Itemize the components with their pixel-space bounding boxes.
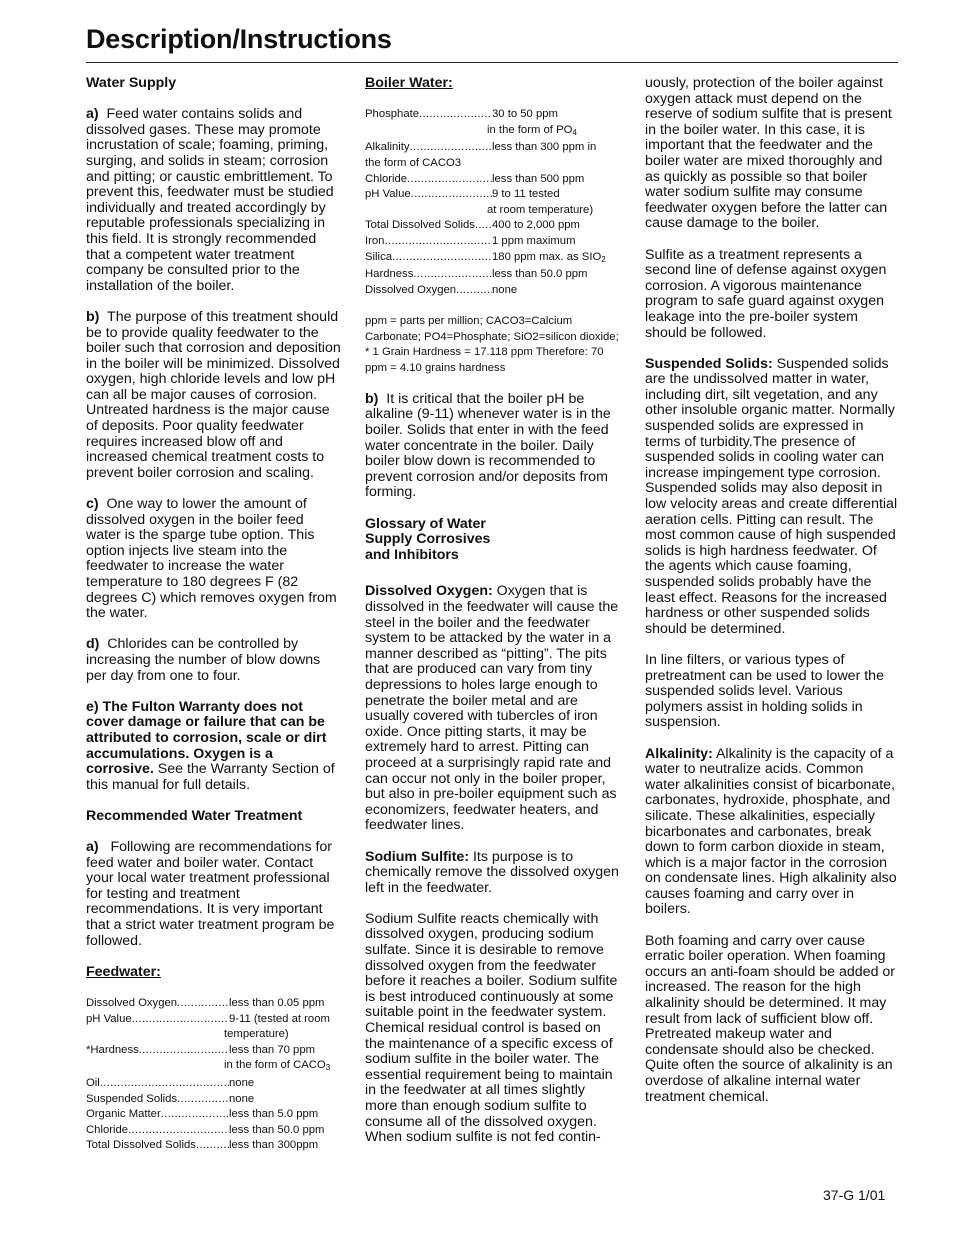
spec-continuation [365, 123, 620, 141]
spec-key: Organic Matter [86, 1108, 161, 1121]
spec-row [86, 996, 341, 1012]
paragraph-text: Alkalinity is the capacity of a water to neutralize acids. Common water alkalinities consist of bicarbonate, carbonates, hydroxide, phosphate, and silicate. These alkalinities, especially bicarbonates and carbonates, break down to form carbon dioxide in steam, which is a major factor in the corrosion on condensate lines. High alkalinity also causes foaming and carry over in boilers. [645, 745, 897, 918]
spec-value [492, 250, 620, 268]
spec-value: none [229, 1092, 255, 1105]
spec-key: Alkalinity [365, 141, 410, 154]
spec-value: 1 ppm maximum [492, 234, 576, 247]
spec-continuation: at room temperature) [487, 203, 594, 216]
spec-value: less than 300 ppm in [492, 141, 597, 154]
item-label: a) [86, 839, 99, 856]
paragraph-b [86, 310, 341, 482]
column-3 [645, 76, 900, 1121]
spec-key: Phosphate [365, 108, 420, 121]
spec-value: less than 50.0 ppm [492, 268, 588, 281]
spec-row [86, 1076, 341, 1092]
spec-row [86, 1043, 341, 1059]
sodium-sulfite-paragraph-2: Sodium Sulfite reacts chemically with dissolved oxygen, producing sodium sulfate. Since it is desirable to remove dissolved oxygen from the feedwater before it reaches a boiler. Sodium sulfite is best introduced continuously at some suitable point in the feedwater system. Chemical residual control is based on the maintenance of a specific excess of sodium sulfite in the boiler water. The essential requirement being to maintain in the feedwater at all times slightly more than enough sodium sulfite to consume all of the dissolved oxygen. When sodium sulfite is not fed contin- [365, 910, 618, 1146]
term-label: Suspended Solids: [645, 355, 773, 372]
spec-key: Total Dissolved Solids [86, 1139, 196, 1152]
spec-key: Hardness [365, 268, 414, 281]
spec-value: none [492, 283, 518, 296]
sulfite-continuation-paragraph: uously, protection of the boiler against oxygen attack must depend on the reserve of sodium sulfite that is present in the boiler water. In this case, it is important that the feedwater and the boiler water are mixed thoroughly and as quickly as possible so that boiler water sodium sulfite may consume feedwater oxygen before the latter can cause damage to the boiler. [645, 75, 892, 232]
spec-value: less than 50.0 ppm [229, 1123, 325, 1136]
page-footer: 37-G 1/01 [823, 1187, 886, 1203]
spec-value: less than 500 ppm [492, 172, 585, 185]
spec-continuation: temperature) [224, 1028, 289, 1041]
spec-row [86, 1012, 341, 1028]
paragraph-text: Following are recommendations for feed water and boiler water. Contact your local water treatment professional for testing and treatment recommendations. It is very important that a strict water treatment program be followed. [86, 839, 335, 949]
feedwater-spec-list [86, 996, 341, 1154]
water-supply-heading: Water Supply [86, 75, 177, 91]
paragraph-text: Oxygen that is dissolved in the feedwater will cause the steel in the boiler and the feedwater system to be attacked by the water in a manner described as “pitting”. The pits that are produced can vary from tiny depressions to holes large enough to penetrate the boiler metal and are usually covered with tubercles of iron oxide. Once pitting starts, it may be extremely hard to arrest. Pitting can proceed at a surprisingly rapid rate and can occur not only in the boiler proper, but also in pre-boiler equipment such as economizers, feedwater heaters, and feedwater lines. [365, 583, 619, 834]
filters-paragraph: In line filters, or various types of pretreatment can be used to lower the suspended solids level. Various polymers assist in holding solids in suspension. [645, 651, 884, 731]
paragraph-text: Suspended solids are the undissolved matter in water, including dirt, silt vegetation, and any other insoluble organic matter. Normally suspended solids are expressed in terms of turbidity.The presence of suspended solids in cooling water can increase impingement type corrosion. Suspended solids may also deposit in low velocity areas and create differential aeration cells. Pitting can result. The most common cause of high suspended solids is high hardness feedwater. Of the agents which cause foaming, suspended solids probably have the least effect. Reasons for the increased hardness or other suspended solids should be determined. [645, 355, 898, 637]
spec-row [365, 107, 620, 123]
paragraph-text: Chlorides can be controlled by increasing the number of blow downs per day from one to four. [86, 636, 321, 684]
spec-value: 400 to 2,000 ppm [492, 219, 580, 232]
spec-key: Oil [86, 1077, 100, 1089]
term-label: Sodium Sulfite: [365, 848, 470, 865]
suspended-solids-paragraph [645, 357, 900, 638]
spec-key: Dissolved Oxygen [365, 283, 457, 296]
item-label: c) [86, 496, 99, 513]
sodium-sulfite-paragraph [365, 850, 620, 897]
dissolved-oxygen-paragraph [365, 584, 620, 834]
spec-row [86, 1107, 341, 1123]
spec-key: Chloride [86, 1123, 129, 1136]
term-label: Dissolved Oxygen: [365, 583, 493, 600]
column-1 [86, 76, 341, 1170]
term-label: Alkalinity: [645, 745, 713, 762]
spec-key: Chloride [365, 172, 408, 185]
subscript: 3 [325, 1063, 331, 1073]
spec-row [365, 234, 620, 250]
item-label: d) [86, 636, 100, 653]
item-label: a) [86, 106, 99, 123]
warranty-paragraph [86, 700, 341, 794]
units-note: ppm = parts per million; CACO3=Calcium Carbonate; PO4=Phosphate; SiO2=silicon dioxide; * 1 Grain Hardness = 17.118 ppm Therefore: 70 ppm = 4.10 grains hardness [365, 314, 619, 374]
paragraph-text: One way to lower the amount of dissolved oxygen in the boiler feed water is the sparge tube option. This option injects live steam into the feedwater to increase the water temperature to 180 degrees F (82 degrees C) which removes oxygen from the water. [86, 496, 337, 622]
alkalinity-paragraph [645, 747, 900, 919]
spec-row [365, 267, 620, 283]
spec-key: Total Dissolved Solids [365, 219, 475, 232]
recommended-paragraph-a [86, 840, 341, 949]
spec-key: *Hardness [86, 1043, 139, 1056]
spec-key: pH Value [365, 188, 411, 201]
spec-row [365, 250, 620, 268]
foaming-paragraph: Both foaming and carry over cause erratic boiler operation. When foaming occurs an anti-foam should be added or increased. The reason for the high alkalinity should be determined. It may result from lack of sufficient blow off. Pretreated makeup water and condensate should also be checked. Quite often the source of alkalinity is an overdose of alkaline internal water treatment chemical. [645, 932, 896, 1105]
paragraph-text: Feed water contains solids and dissolved gases. These may promote incrustation of scale; foaming, priming, surging, and solids in steam; corrosion and pitting; or caustic embrittlement. To prevent this, feedwater must be studied individually and treated accordingly by reputable professionals specializing in this field. It is strongly recommended that a competent water treatment company be consulted prior to the installation of the boiler. [86, 106, 334, 294]
spec-row [365, 187, 620, 203]
spec-value: less than 300ppm [229, 1139, 319, 1152]
spec-key: Iron [365, 234, 385, 247]
paragraph-text: See the Warranty Section of this manual for full details. [86, 761, 335, 793]
spec-row [365, 172, 620, 188]
spec-value-text: 180 ppm max. as SIO [492, 250, 602, 263]
subscript: 2 [601, 254, 606, 264]
item-label: b) [86, 308, 100, 325]
spec-value: less than 70 ppm [229, 1043, 316, 1056]
spec-continuation: the form of CACO3 [365, 156, 462, 169]
boiler-water-heading: Boiler Water: [365, 75, 453, 91]
paragraph-text: Its purpose is to chemically remove the dissolved oxygen left in the feedwater. [365, 848, 619, 896]
spec-value: none [229, 1077, 255, 1089]
spec-continuation-text: in the form of PO [487, 123, 573, 136]
spec-key: pH Value [86, 1012, 132, 1025]
boiler-spec-list [365, 107, 620, 298]
spec-row [365, 218, 620, 234]
glossary-heading: Glossary of Water Supply Corrosives and Inhibitors [365, 515, 491, 563]
paragraph-c [86, 497, 341, 622]
spec-row [365, 140, 620, 156]
feedwater-heading: Feedwater: [86, 963, 161, 980]
spec-row [86, 1092, 341, 1108]
spec-continuation [86, 1058, 341, 1076]
item-label: b) [365, 390, 379, 407]
recommended-treatment-heading: Recommended Water Treatment [86, 807, 303, 824]
warranty-notice: e) The Fulton Warranty does not cover damage or failure that can be attributed to corrosion, scale or dirt accumulations. Oxygen is a corrosive. [86, 698, 327, 778]
page-title: Description/Instructions [86, 24, 392, 54]
sulfite-defense-paragraph: Sulfite as a treatment represents a second line of defense against oxygen corrosion. A vigorous maintenance program to safe guard against oxygen leakage into the pre-boiler system should be followed. [645, 246, 887, 341]
spec-continuation-text: in the form of CACO [224, 1059, 326, 1072]
spec-value: less than 0.05 ppm [229, 997, 325, 1010]
paragraph-text: It is critical that the boiler pH be alkaline (9-11) whenever water is in the boiler. Solids that enter in with the feed water concentrate in the boiler. Daily boiler blow down is recommended to prevent corrosion and/or deposits from forming. [365, 390, 611, 501]
spec-row [86, 1138, 341, 1154]
title-rule [86, 62, 898, 63]
paragraph-a [86, 107, 341, 294]
spec-row [86, 1123, 341, 1139]
spec-value: less than 5.0 ppm [229, 1108, 319, 1121]
spec-value: 9-11 (tested at room [229, 1012, 330, 1025]
paragraph-text: The purpose of this treatment should be to provide quality feedwater to the boiler such that corrosion and deposition in the boiler will be minimized. Dissolved oxygen, high chloride levels and low pH can all be major causes of corrosion. Untreated hardness is the major cause of deposits. Poor quality feedwater requires increased blow off and increased chemical treatment costs to prevent boiler corrosion and scaling. [86, 308, 341, 481]
spec-key: Silica [365, 250, 392, 263]
spec-key: Suspended Solids [86, 1092, 178, 1105]
spec-value: 30 to 50 ppm [492, 108, 558, 121]
spec-value: 9 to 11 tested [492, 188, 560, 201]
column-2 [365, 76, 620, 1161]
spec-row [365, 283, 620, 299]
paragraph-d [86, 637, 341, 684]
boiler-paragraph-b [365, 392, 620, 501]
subscript: 4 [572, 127, 577, 137]
spec-key: Dissolved Oxygen [86, 997, 178, 1010]
